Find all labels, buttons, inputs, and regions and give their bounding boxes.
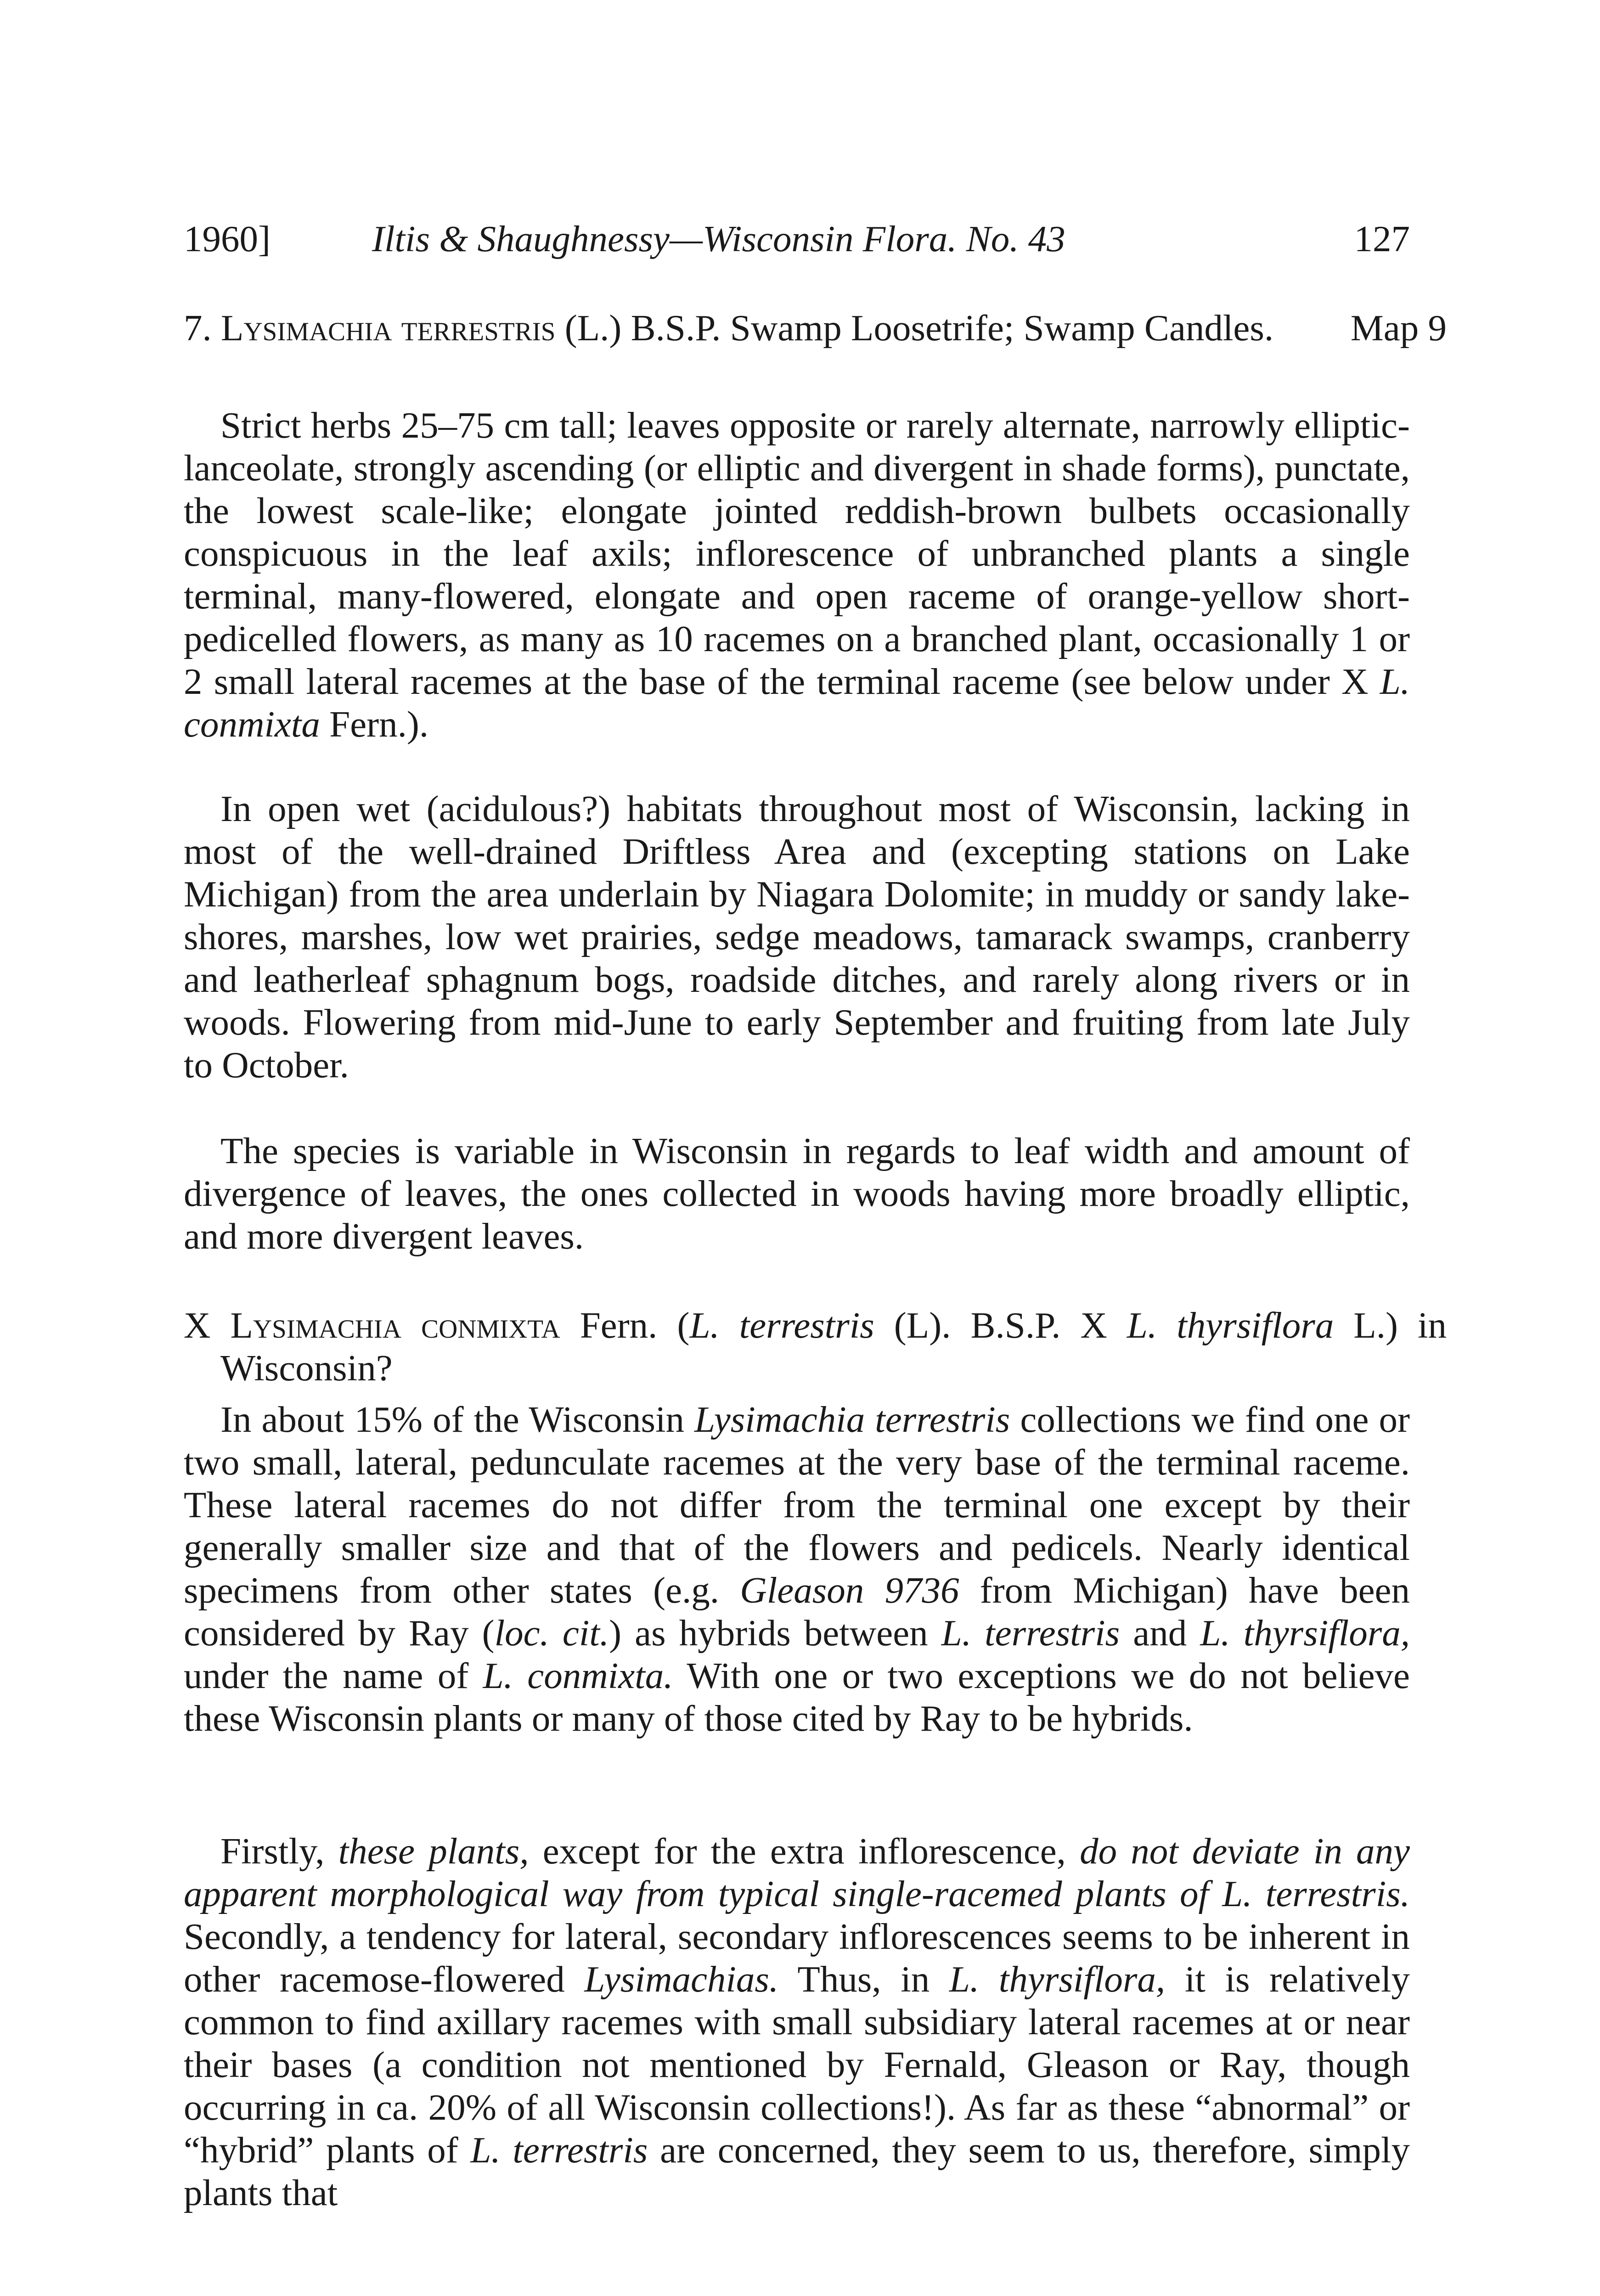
genus-name: Lysimachia [221,307,392,349]
variability-paragraph [184,1130,1410,1258]
running-header [184,216,1410,266]
authority: (L.) B.S.P. [564,307,721,349]
hp1-b: Lysimachia terrestris [694,1399,1010,1440]
hybrid-paragraph-1 [184,1398,1410,1740]
hp2-c: except for the extra inflorescence, [529,1830,1080,1872]
hp2-a: Firstly, [220,1830,338,1872]
hybrid-authority: Fern. [580,1305,658,1346]
hp1-e: from Michigan) have been considered by Ray ( [184,1570,1410,1654]
hybrid-parent-2: L. thyrsiflora [1127,1305,1334,1346]
species-entry-heading [184,307,1447,349]
hybrid-paragraph-2 [184,1830,1410,2214]
hp2-d: do not deviate in any apparent morphological way from typical single-racemed plants of L. terrestris. [184,1830,1410,1914]
hybrid-entry-heading [184,1304,1447,1390]
description-cited-species: L. conmixta [184,661,1410,745]
running-title: Iltis & Shaughnessy—Wisconsin Flora. No. 43 [372,218,1065,259]
hybrid-genus: Lysimachia [230,1305,402,1346]
hybrid-parent-1-authority: (L). B.S.P. X [874,1305,1127,1346]
habitat-paragraph [184,788,1410,1086]
hp2-f: Lysimachias. [584,1958,779,2000]
hybrid-prefix: X [184,1305,211,1346]
hp1-m: With one or two exceptions we do not believe these Wisconsin plants or many of those cited by Ray to be hybrids. [184,1655,1410,1739]
hp1-g: ) as hybrids between [609,1612,941,1654]
hp1-i: and [1120,1612,1200,1654]
variability-text: The species is variable in Wisconsin in regards to leaf width and amount of divergence of leaves, the ones collected in woods having more broadly elliptic, and more divergent leaves. [184,1130,1410,1257]
hp2-h: L. thyrsiflora, [949,1958,1166,2000]
hybrid-parent-2-authority: L.) in Wisconsin? [220,1305,1447,1389]
hp1-c: collections we find one or two small, lateral, pedunculate racemes at the very base of the terminal raceme. These lateral racemes do not differ from the terminal one except by their generally smaller size and that of the flowers and pedicels. Nearly identical specimens from other states (e.g. [184,1399,1410,1611]
hp1-a: In about 15% of the Wisconsin [220,1399,695,1440]
hp1-h: L. terrestris [941,1612,1120,1654]
description-paragraph [184,404,1410,746]
hp1-j: L. thyrsiflora, [1200,1612,1410,1654]
hp1-d: Gleason 9736 [740,1570,959,1611]
hp2-i: it is relatively common to find axillary racemes with small subsidiary lateral racemes at or near their bases (a condition not mentioned by Fernald, Gleason or Ray, though occurring in ca. 20% of all Wisconsin collections!). As far as these “abnormal” or “hybrid” plants of [184,1958,1410,2171]
hybrid-paren: ( [677,1305,690,1346]
species-epithet: terrestris [401,307,556,349]
common-names-cont: Candles. [1144,307,1274,349]
hp1-f: loc. cit. [494,1612,609,1654]
description-cite-end: Fern.). [320,703,429,745]
hp2-g: Thus, in [778,1958,949,2000]
page-number: 127 [1354,218,1410,259]
hp2-e: Secondly, a tendency for lateral, secondary inflorescences seems to be inherent in other racemose-flowered [184,1916,1410,2000]
hybrid-species: conmixta [421,1305,560,1346]
description-text: Strict herbs 25–75 cm tall; leaves opposite or rarely alternate, narrowly elliptic-lanceolate, strongly ascending (or elliptic and divergent in shade forms), punctate, the lowest scale-like; elongate jointed reddish-brown bulbets occasionally conspicuous in the leaf axils; inflorescence of unbranched plants a single terminal, many-flowered, elongate and open raceme of orange-yellow short-pedicelled flowers, as many as 10 racemes on a branched plant, occasionally 1 or 2 small lateral racemes at the base of the terminal raceme (see below under X [184,405,1410,702]
hp2-k: are concerned, they seem to us, therefore, simply plants that [184,2129,1410,2213]
hybrid-parent-1: L. terrestris [689,1305,874,1346]
hp2-b: these plants, [338,1830,529,1872]
habitat-text: In open wet (acidulous?) habitats throughout most of Wisconsin, lacking in most of the well-drained Driftless Area and (excepting stations on Lake Michigan) from the area underlain by Niagara Dolomite; in muddy or sandy lake-shores, marshes, low wet prairies, sedge meadows, tamarack swamps, cranberry and leatherleaf sphagnum bogs, roadside ditches, and rarely along rivers or in woods. Flowering from mid-June to early September and fruiting from late July to October. [184,788,1410,1086]
hp2-j: L. terrestris [470,2129,648,2171]
header-year: 1960] [184,218,270,259]
map-reference: Map 9 [1350,307,1447,349]
entry-number: 7. [184,307,212,349]
hp1-l: L. conmixta. [483,1655,673,1696]
common-names: Swamp Loosetrife; Swamp [730,307,1135,349]
hp1-k: under the name of [184,1655,483,1696]
